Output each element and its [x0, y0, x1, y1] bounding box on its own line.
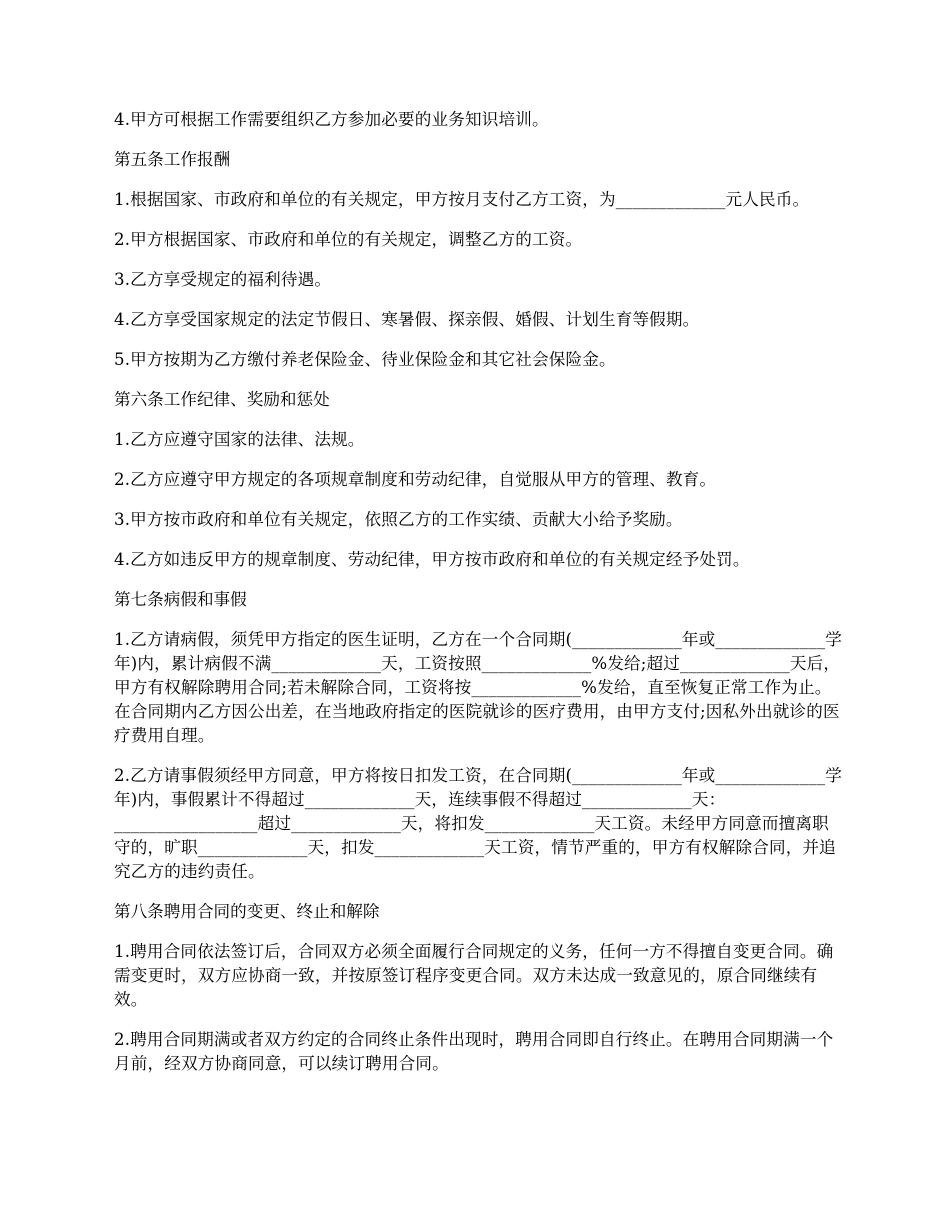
paragraph-6-4: 4.乙方如违反甲方的规章制度、劳动纪律，甲方按市政府和单位的有关规定经予处罚。	[114, 550, 750, 569]
paragraph-5-4: 4.乙方享受国家规定的法定节假日、寒暑假、探亲假、婚假、计划生育等假期。	[114, 310, 700, 329]
paragraph-5-3: 3.乙方享受规定的福利待遇。	[114, 270, 332, 289]
heading-article-6: 第六条工作纪律、奖励和惩处	[114, 390, 330, 409]
paragraph-8-2: 2.聘用合同期满或者双方约定的合同终止条件出现时，聘用合同即自行终止。在聘用合同期满一个月前，经双方协商同意，可以续订聘用合同。	[114, 1030, 834, 1073]
paragraph-6-1: 1.乙方应遵守国家的法律、法规。	[114, 430, 365, 449]
paragraph-8-1: 1.聘用合同依法签订后，合同双方必须全面履行合同规定的义务，任何一方不得擅自变更合同。确需变更时，双方应协商一致，并按原签订程序变更合同。双方未达成一致意见的，原合同继续有效。	[114, 942, 834, 1009]
heading-article-5: 第五条工作报酬	[114, 150, 231, 169]
heading-article-7: 第七条病假和事假	[114, 590, 247, 609]
paragraph-6-2: 2.乙方应遵守甲方规定的各项规章制度和劳动纪律，自觉服从甲方的管理、教育。	[114, 470, 717, 489]
paragraph-training: 4.甲方可根据工作需要组织乙方参加必要的业务知识培训。	[114, 110, 549, 129]
heading-article-8: 第八条聘用合同的变更、终止和解除	[114, 902, 380, 921]
document-body	[114, 108, 842, 1092]
paragraph-5-2: 2.甲方根据国家、市政府和单位的有关规定，调整乙方的工资。	[114, 230, 583, 249]
paragraph-7-1: 1.乙方请病假，须凭甲方指定的医生证明，乙方在一个合同期(_____________年或_____________学年)内，累计病假不满_____________天，工资按照_____________%发给;超过_____________天后，甲方有权解除聘用合同;若未解除合同，工资将按_____________%发给，直至恢复正常工作为止。在合同期内乙方因公出差，在当地政府指定的医院就诊的医疗费用，由甲方支付;因私外出就诊的医疗费用自理。	[114, 630, 842, 745]
paragraph-5-5: 5.甲方按期为乙方缴付养老保险金、待业保险金和其它社会保险金。	[114, 350, 616, 369]
paragraph-7-2: 2.乙方请事假须经甲方同意，甲方将按日扣发工资，在合同期(_____________年或_____________学年)内，事假累计不得超过_____________天，连续事假不得超过_____________天：_________________超过_____________天，将扣发_____________天工资。未经甲方同意而擅离职守的，旷职_____________天，扣发_____________天工资，情节严重的，甲方有权解除合同，并追究乙方的违约责任。	[114, 766, 842, 881]
paragraph-5-1: 1.根据国家、市政府和单位的有关规定，甲方按月支付乙方工资，为_____________元人民币。	[114, 190, 810, 209]
paragraph-6-3: 3.甲方按市政府和单位有关规定，依照乙方的工作实绩、贡献大小给予奖励。	[114, 510, 683, 529]
